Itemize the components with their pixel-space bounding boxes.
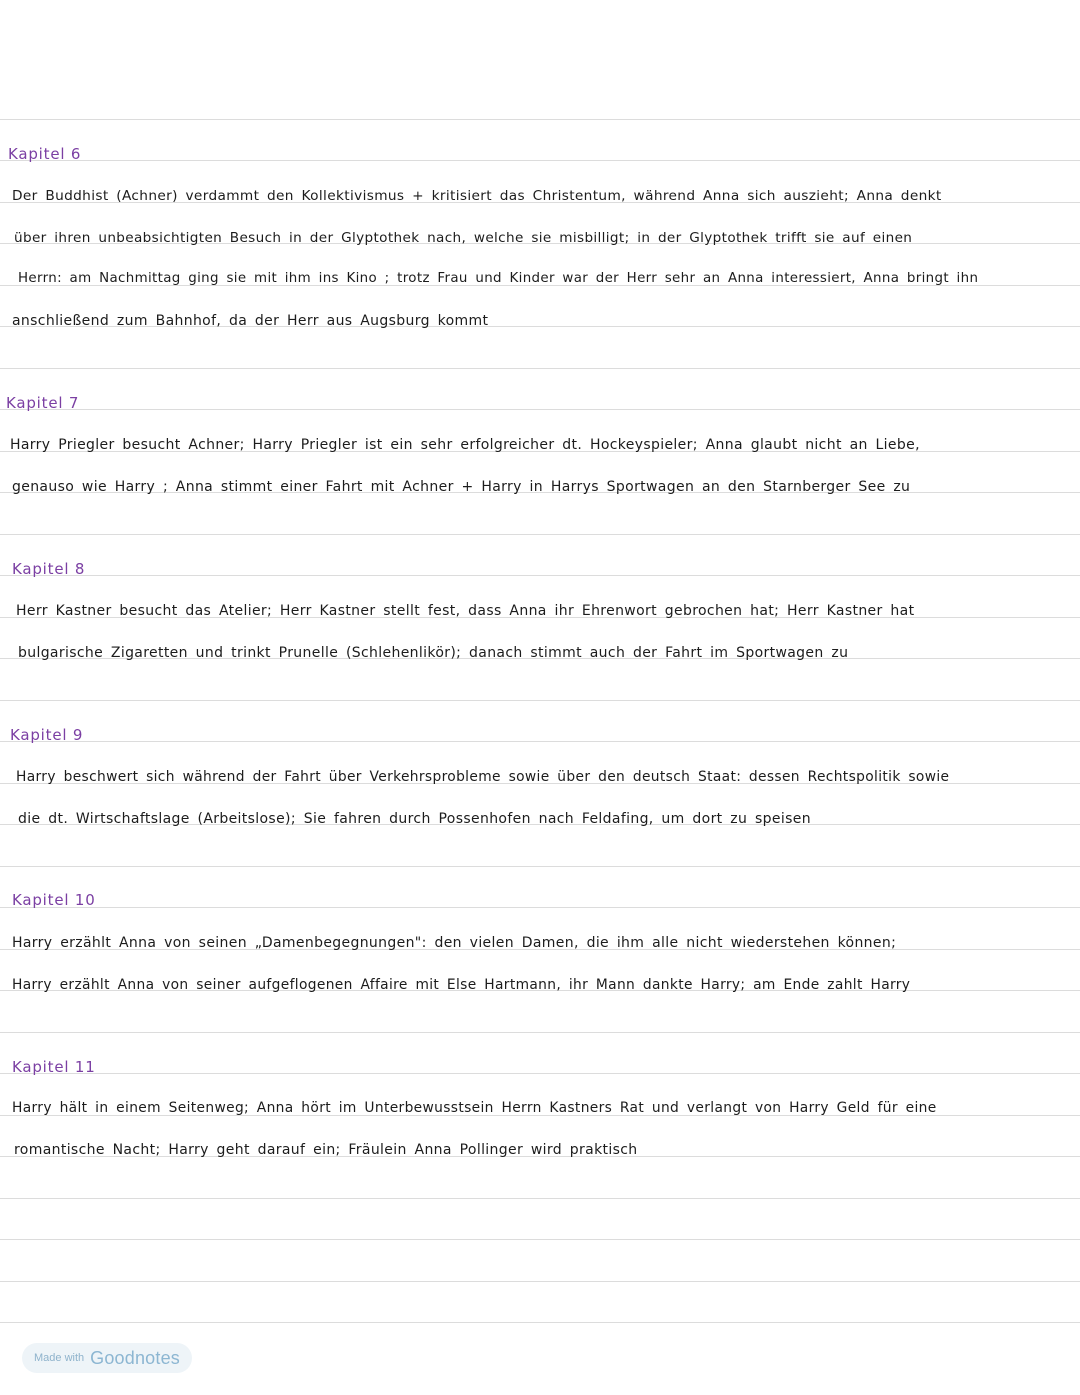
- note-line: Herr Kastner besucht das Atelier; Herr Kastner stellt fest, dass Anna ihr Ehrenwort gebrochen hat; Herr Kastner hat: [16, 603, 915, 619]
- note-line: romantische Nacht; Harry geht darauf ein; Fräulein Anna Pollinger wird praktisch: [14, 1142, 638, 1158]
- chapter-heading: Kapitel 7: [6, 394, 80, 412]
- note-line: die dt. Wirtschaftslage (Arbeitslose); Sie fahren durch Possenhofen nach Feldafing, um dort zu speisen: [18, 811, 811, 827]
- ruled-line: [0, 575, 1080, 576]
- note-line: Harry beschwert sich während der Fahrt über Verkehrsprobleme sowie über den deutsch Staat: dessen Rechtspolitik sowie: [16, 769, 950, 785]
- ruled-line: [0, 1281, 1080, 1282]
- ruled-line: [0, 866, 1080, 867]
- note-line: über ihren unbeabsichtigten Besuch in der Glyptothek nach, welche sie misbilligt; in der Glyptothek trifft sie auf einen: [14, 230, 913, 246]
- ruled-line: [0, 119, 1080, 120]
- note-line: Harry erzählt Anna von seinen „Damenbegegnungen": den vielen Damen, die ihm alle nicht wiederstehen können;: [12, 935, 897, 951]
- note-line: Herrn: am Nachmittag ging sie mit ihm ins Kino ; trotz Frau und Kinder war der Herr sehr an Anna interessiert, Anna bringt ihn: [18, 271, 979, 286]
- ruled-line: [0, 160, 1080, 161]
- note-line: bulgarische Zigaretten und trinkt Prunelle (Schlehenlikör); danach stimmt auch der Fahrt im Sportwagen zu: [18, 645, 849, 661]
- note-line: anschließend zum Bahnhof, da der Herr aus Augsburg kommt: [12, 313, 489, 329]
- ruled-line: [0, 1322, 1080, 1323]
- chapter-heading: Kapitel 11: [12, 1058, 96, 1076]
- chapter-heading: Kapitel 10: [12, 891, 96, 909]
- note-line: Der Buddhist (Achner) verdammt den Kollektivismus + kritisiert das Christentum, während Anna sich auszieht; Anna denkt: [12, 188, 942, 204]
- note-line: Harry hält in einem Seitenweg; Anna hört im Unterbewusstsein Herrn Kastners Rat und verlangt von Harry Geld für eine: [12, 1100, 937, 1116]
- chapter-heading: Kapitel 9: [10, 726, 84, 744]
- ruled-line: [0, 741, 1080, 742]
- goodnotes-logo: Goodnotes: [90, 1347, 181, 1368]
- note-line: Harry Priegler besucht Achner; Harry Priegler ist ein sehr erfolgreicher dt. Hockeyspieler; Anna glaubt nicht an Liebe,: [10, 437, 920, 453]
- goodnotes-badge: [22, 1343, 192, 1373]
- ruled-line: [0, 409, 1080, 410]
- ruled-line: [0, 368, 1080, 369]
- ruled-line: [0, 534, 1080, 535]
- ruled-line: [0, 1073, 1080, 1074]
- made-with-label: Made with: [34, 1352, 85, 1364]
- chapter-heading: Kapitel 8: [12, 560, 86, 578]
- ruled-line: [0, 1198, 1080, 1199]
- ruled-line: [0, 1032, 1080, 1033]
- ruled-line: [0, 907, 1080, 908]
- note-line: Harry erzählt Anna von seiner aufgeflogenen Affaire mit Else Hartmann, ihr Mann dankte Harry; am Ende zahlt Harry: [12, 977, 911, 993]
- note-line: genauso wie Harry ; Anna stimmt einer Fahrt mit Achner + Harry in Harrys Sportwagen an den Starnberger See zu: [12, 479, 911, 495]
- ruled-line: [0, 700, 1080, 701]
- ruled-line: [0, 1239, 1080, 1240]
- chapter-heading: Kapitel 6: [8, 145, 82, 163]
